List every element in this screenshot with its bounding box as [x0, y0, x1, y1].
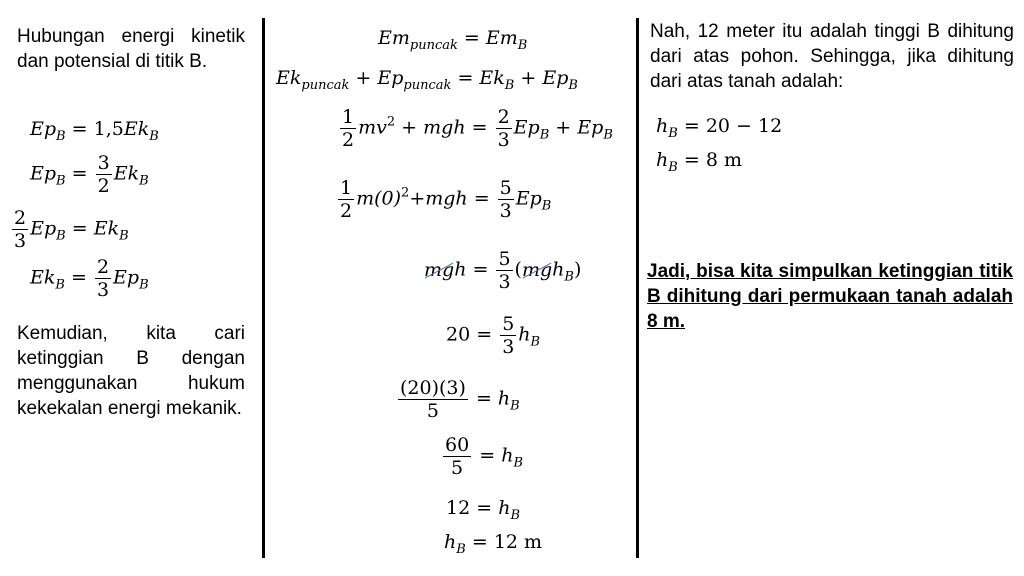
- equation-cancel-mg: mgh = $\frac{5}{3}$ (mgh$_B$): [424, 248, 582, 293]
- equation-ek-b-1: $\frac{2}{3}$ $Ep_B = Ek_B$: [14, 207, 129, 252]
- equation-zero-velocity: $\frac{1}{2}$ $m(0)^2+mgh$ = $\frac{5}{3}$ $Ep_B$: [340, 177, 552, 222]
- equation-sixty: $\frac{60}{5}$ = $h_B$: [445, 434, 523, 479]
- equation-height-calc: $h_B = 20 - 12$: [656, 115, 783, 141]
- equation-height-result: $h_B = 8$ m: [656, 149, 742, 175]
- equation-ep-b-2: $Ep_B$ = $\frac{3}{2}$ $Ek_B$: [30, 152, 149, 197]
- equation-kinetic-substitution: $\frac{1}{2}$ $mv^2$ + mgh = $\frac{2}{3}$ $Ep_B + Ep_B$: [342, 106, 613, 151]
- equation-result-hb: $h_B = 12$ m: [444, 531, 543, 557]
- explanation-text: Nah, 12 meter itu adalah tinggi B dihitung dari atas pohon. Sehingga, jika dihitung dari atas tanah adalah:: [650, 21, 1014, 92]
- conclusion-text: Jadi, bisa kita simpulkan ketinggian titik B dihitung dari permukaan tanah adalah 8 m.: [647, 261, 1013, 332]
- equation-ek-ep: $Ek_{puncak} + Ep_{puncak} = Ek_B + Ep_B$: [276, 67, 578, 93]
- equation-ep-b-1: $Ep_B = 1,5Ek_B$: [30, 118, 159, 144]
- intro-text: Hubungan energi kinetik dan potensial di titik B.: [17, 26, 245, 72]
- equation-ek-b-2: $Ek_B$ = $\frac{2}{3}$ $Ep_B$: [30, 256, 149, 301]
- equation-product: $\frac{(20)(3)}{5}$ = $h_B$: [400, 377, 520, 422]
- method-text: Kemudian, kita cari ketinggian B dengan menggunakan hukum kekekalan energi mekanik.: [17, 323, 245, 419]
- column-divider-left: [262, 18, 265, 558]
- column-divider-right: [636, 18, 639, 558]
- equation-twelve: $12 = h_B$: [446, 497, 520, 523]
- equation-twenty: 20 = $\frac{5}{3}$ $h_B$: [446, 313, 541, 358]
- equation-em: $Em_{puncak} = Em_B$: [378, 27, 528, 53]
